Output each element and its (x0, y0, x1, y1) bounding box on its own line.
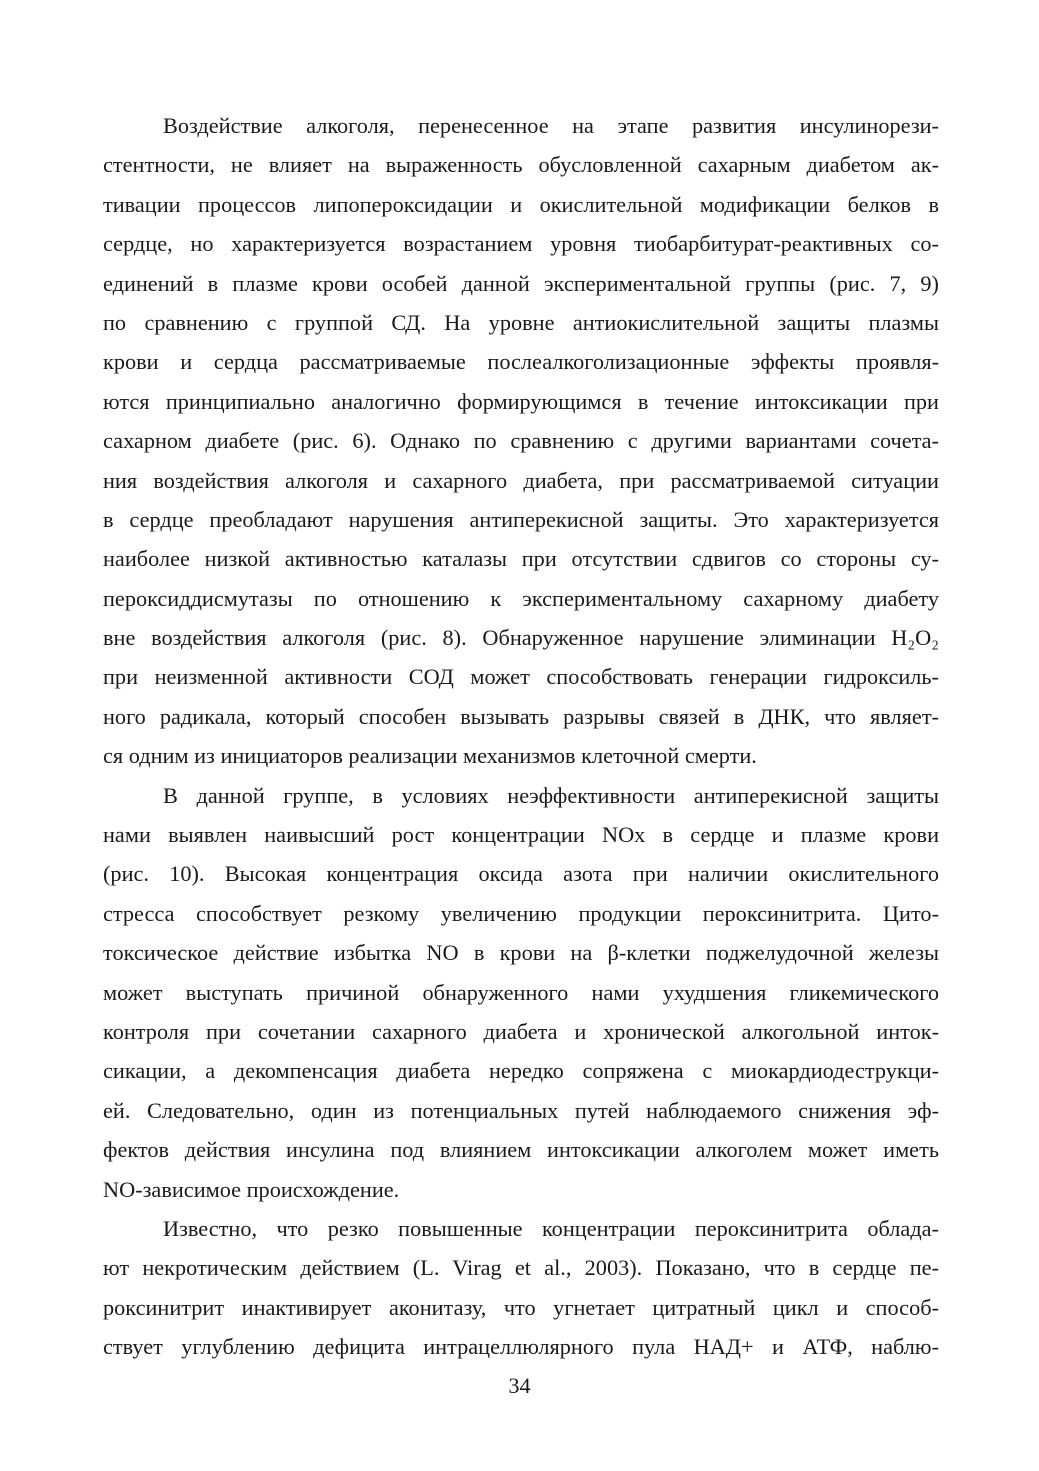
text-line: сердце, но характеризуется возрастанием уровня тиобарбитурат-реактивных со- (103, 231, 939, 257)
text-line: роксинитрит инактивирует аконитазу, что угнетает цитратный цикл и способ- (103, 1294, 939, 1320)
text-line: ния воздействия алкоголя и сахарного диабета, при рассматриваемой ситуации (103, 467, 939, 493)
text-line: токсическое действие избытка NO в крови на β-клетки поджелудочной железы (103, 940, 939, 966)
text-line: наиболее низкой активностью каталазы при отсутствии сдвигов со стороны су- (103, 546, 939, 572)
text-line: вне воздействия алкоголя (рис. 8). Обнаруженное нарушение элиминации H₂O₂ (103, 625, 939, 651)
text-line: стентности, не влияет на выраженность обусловленной сахарным диабетом ак- (103, 152, 939, 178)
text-line: может выступать причиной обнаруженного нами ухудшения гликемического (103, 979, 939, 1005)
text-line: сахарном диабете (рис. 6). Однако по сравнению с другими вариантами сочета- (103, 428, 939, 454)
text-line: ся одним из инициаторов реализации механизмов клеточной смерти. (103, 743, 757, 769)
text-line: крови и сердца рассматриваемые послеалкоголизационные эффекты проявля- (103, 349, 939, 375)
text-line: стресса способствует резкому увеличению продукции пероксинитрита. Цито- (103, 900, 939, 926)
text-line: фектов действия инсулина под влиянием интоксикации алкоголем может иметь (103, 1137, 939, 1163)
text-line: сикации, а декомпенсация диабета нередко сопряжена с миокардиодеструкци- (103, 1058, 939, 1084)
text-line: ствует углублению дефицита интрацеллюлярного пула НАД+ и АТФ, наблю- (103, 1334, 939, 1360)
text-line: в сердце преобладают нарушения антиперекисной защиты. Это характеризуется (103, 506, 939, 532)
text-line: Воздействие алкоголя, перенесенное на этапе развития инсулинорези- (163, 113, 939, 138)
paragraph-1 (103, 106, 939, 776)
text-line: ются принципиально аналогично формирующимся в течение интоксикации при (103, 388, 939, 414)
text-line: В данной группе, в условиях неэффективности антиперекисной защиты (163, 782, 939, 808)
page-number: 34 (508, 1373, 531, 1398)
text-line: при неизменной активности СОД может способствовать генерации гидроксиль- (103, 664, 939, 690)
text-line: Известно, что резко повышенные концентрации пероксинитрита облада- (163, 1215, 939, 1241)
text-line: единений в плазме крови особей данной экспериментальной группы (рис. 7, 9) (103, 270, 939, 296)
paragraph-2 (103, 776, 939, 1209)
text-line: ей. Следовательно, один из потенциальных путей наблюдаемого снижения эф- (103, 1097, 939, 1123)
text-line: нами выявлен наивысший рост концентрации NOx в сердце и плазме крови (103, 822, 939, 848)
body-text (103, 106, 939, 1367)
text-line: тивации процессов липопероксидации и окислительной модификации белков в (103, 191, 939, 217)
text-line: ют некротическим действием (L. Virag et al., 2003). Показано, что в сердце пе- (103, 1255, 939, 1281)
text-line: по сравнению с группой СД. На уровне антиокислительной защиты плазмы (103, 309, 939, 335)
paragraph-3 (103, 1209, 939, 1367)
text-line: NO-зависимое происхождение. (103, 1176, 400, 1202)
text-line: контроля при сочетании сахарного диабета и хронической алкогольной инток- (103, 1018, 939, 1044)
text-line: пероксиддисмутазы по отношению к экспериментальному сахарному диабету (103, 585, 939, 611)
text-line: ного радикала, который способен вызывать разрывы связей в ДНК, что являет- (103, 703, 939, 729)
text-line: (рис. 10). Высокая концентрация оксида азота при наличии окислительного (103, 861, 939, 887)
